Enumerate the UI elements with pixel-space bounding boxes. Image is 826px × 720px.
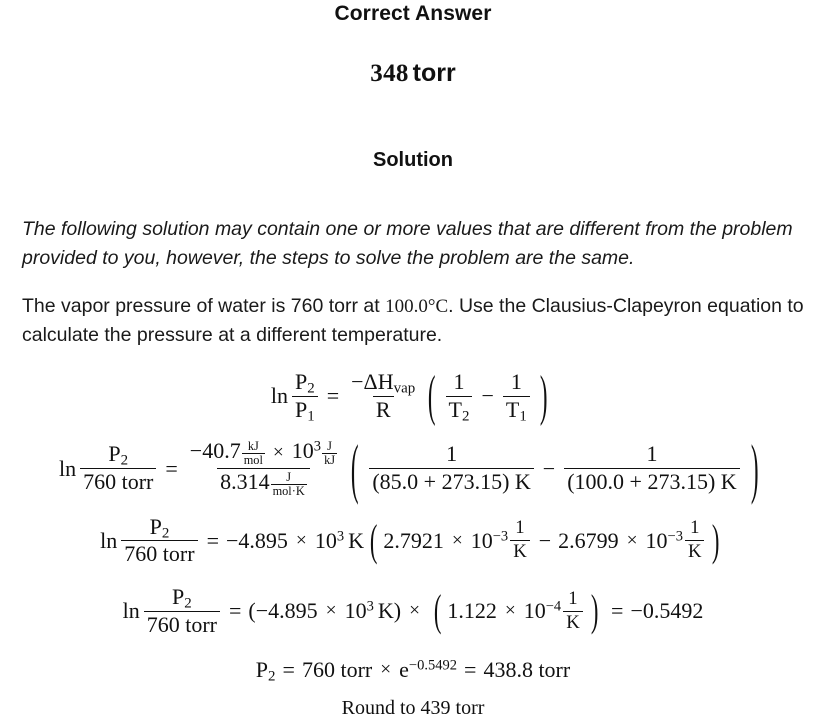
one-numerator-a: 1 <box>453 369 465 394</box>
times-sign-3a: × <box>295 529 307 551</box>
close-paren-4b: ) <box>590 585 599 636</box>
equals-sign-4b: = <box>611 598 624 624</box>
inverse-t2-numeric: 2.7921 <box>383 527 444 553</box>
answer-unit: torr <box>412 59 456 87</box>
kelvin-unit-4: K <box>377 598 394 624</box>
p2-subscript-4: 2 <box>184 595 192 612</box>
enthalpy-numerator-values <box>187 439 340 468</box>
coeff-exp-4: 3 <box>366 598 374 615</box>
coeff-base-4: 10 <box>344 598 367 624</box>
inverse-kelvin-unit-b <box>685 518 705 563</box>
equals-sign-3: = <box>206 527 219 553</box>
pressure-ratio-3 <box>121 515 197 567</box>
t2-subscript: 2 <box>461 407 470 424</box>
delta-h-vap <box>348 370 418 396</box>
final-pressure-value: 438.8 torr <box>483 657 571 683</box>
times-sign-4a: × <box>325 600 337 622</box>
intro-temperature: 100.0°C <box>385 296 449 317</box>
pressure-ratio-1 <box>292 370 318 422</box>
p1-value-2: 760 torr <box>80 468 156 495</box>
open-paren-2: ( <box>350 428 359 506</box>
solution-heading: Solution <box>373 149 453 171</box>
gas-constant-r: R <box>373 396 394 423</box>
t1-expression: (100.0 + 273.15) K <box>564 468 739 495</box>
t2-expression: (85.0 + 273.15) K <box>369 468 533 495</box>
vap-subscript: vap <box>393 380 416 397</box>
inverse-t2-power <box>471 528 508 554</box>
coeff-base-3: 10 <box>314 527 337 553</box>
open-paren-3: ( <box>369 514 378 565</box>
equation-evaluated-terms <box>0 515 826 567</box>
p2-symbol-3: P <box>149 513 162 539</box>
p1-subscript: 1 <box>307 407 315 424</box>
conversion-base: 10 <box>291 438 314 464</box>
enthalpy-over-r-values <box>187 439 340 498</box>
one-numerator-d: 1 <box>646 441 658 467</box>
j-unit-r: J <box>286 469 292 484</box>
open-paren-4: ( <box>248 598 256 624</box>
t1-subscript: 1 <box>519 407 527 424</box>
pressure-ratio-4 <box>144 585 220 637</box>
one-over-k-num-b: 1 <box>690 517 700 539</box>
p2-numerator-4 <box>169 585 195 611</box>
j-per-kj-unit <box>322 440 337 468</box>
solution-disclaimer: The following solution may contain one or more values that are different from the problem provided to you, however, the steps to solve the problem are the same. <box>22 218 793 269</box>
factor-exp-4: −4 <box>545 598 562 615</box>
r-numeric-value: 8.314 <box>220 469 270 494</box>
one-numerator-c: 1 <box>446 441 458 467</box>
inverse-t1-power <box>646 528 683 554</box>
equation-substituted-values <box>0 428 826 506</box>
conversion-exponent: 3 <box>313 438 322 455</box>
e-base: e <box>399 657 409 683</box>
j-unit-conv: J <box>327 438 332 453</box>
equation-final-pressure <box>0 657 826 683</box>
r-value-with-units <box>217 468 310 498</box>
p2-numerator <box>292 370 318 396</box>
times-sign-3b: × <box>451 529 463 551</box>
ln-operator-4: ln <box>122 598 140 624</box>
equals-sign-result: = <box>464 657 477 683</box>
t1-exp-3: −3 <box>667 528 683 545</box>
one-over-k-den-b: K <box>685 540 705 563</box>
coefficient-value-4: −4.895 <box>255 598 318 624</box>
coefficient-value-3: −4.895 <box>225 527 288 553</box>
p2-subscript-final: 2 <box>268 668 276 685</box>
p2-subscript-3: 2 <box>161 525 170 542</box>
t2-base-3: 10 <box>470 527 493 553</box>
p1-value-4: 760 torr <box>144 611 220 638</box>
p2-subscript: 2 <box>307 380 315 397</box>
equation-combined-difference <box>0 585 826 637</box>
j-per-mol-k-unit <box>271 471 307 499</box>
kelvin-unit-3: K <box>348 527 364 553</box>
ln-operator-3: ln <box>100 527 118 553</box>
inverse-kelvin-unit-c <box>563 589 583 634</box>
kj-per-mol-unit <box>242 440 265 468</box>
coeff-exp-3: 3 <box>336 528 345 545</box>
e-exponent: −0.5492 <box>408 657 458 674</box>
inverse-t1-1 <box>503 370 530 422</box>
minus-sign-2: − <box>542 455 556 481</box>
t2-denominator <box>446 396 473 423</box>
equals-sign-2: = <box>165 455 178 481</box>
one-over-k-num-c: 1 <box>568 587 578 609</box>
one-over-k-num-a: 1 <box>515 517 525 539</box>
coefficient-power-4 <box>345 598 374 624</box>
delta-h-value: −40.7 <box>189 438 241 464</box>
intro-text-before: The vapor pressure of water is 760 torr at <box>22 295 386 317</box>
multiply-sign-4: × <box>409 600 420 622</box>
solution-intro <box>0 273 826 350</box>
one-over-k-den-c: K <box>563 611 583 634</box>
mol-k-unit-r: mol·K <box>272 483 305 498</box>
intro-text-after: . Use the Clausius-Clapeyron equation to calculate the pressure at a different temperature. <box>22 295 804 346</box>
equals-sign-1: = <box>326 383 340 409</box>
equation-clausius-clapeyron-general <box>0 362 826 427</box>
p2-symbol-2: P <box>108 441 121 467</box>
enthalpy-over-r <box>348 370 418 422</box>
open-paren-1: ( <box>428 362 436 427</box>
pressure-ratio-2 <box>80 442 156 494</box>
times-sign-4b: × <box>504 600 516 622</box>
inverse-kelvin-unit-a <box>510 518 530 563</box>
correct-answer-heading: Correct Answer <box>334 2 492 25</box>
correct-answer-value <box>0 26 826 88</box>
inverse-t2-1 <box>446 370 473 422</box>
minus-sign-3: − <box>538 527 552 553</box>
t1-base-3: 10 <box>645 527 668 553</box>
close-paren-4: ) <box>393 598 402 624</box>
exponential-term <box>399 657 457 683</box>
one-over-k-den-a: K <box>510 540 530 563</box>
mol-unit: mol <box>243 453 263 468</box>
ln-operator-2: ln <box>58 455 77 481</box>
rounding-statement: Round to 439 torr <box>341 697 485 720</box>
close-paren-3: ) <box>712 514 720 565</box>
inverse-t1-numeric: 2.6799 <box>558 527 619 553</box>
ln-operator-1: ln <box>270 383 288 409</box>
p2-symbol-4: P <box>172 584 185 609</box>
open-paren-4b: ( <box>433 585 442 636</box>
difference-value: 1.122 <box>447 598 497 624</box>
p2-final-symbol <box>256 657 276 683</box>
t2-exp-3: −3 <box>492 528 509 545</box>
difference-power <box>524 598 561 624</box>
answer-number: 348 <box>370 60 409 87</box>
times-sign-final: × <box>380 659 392 681</box>
inverse-t2-values <box>369 442 533 494</box>
p1-value-final: 760 torr <box>301 657 373 683</box>
kj-unit-conv: kJ <box>324 453 336 468</box>
close-paren-2: ) <box>750 428 759 506</box>
one-numerator-b: 1 <box>510 369 522 394</box>
t1-symbol: T <box>505 396 520 422</box>
minus-sign-1: − <box>481 383 494 409</box>
p1-denominator <box>292 396 318 423</box>
inverse-t1-values <box>564 442 739 494</box>
coefficient-power-3 <box>315 528 344 554</box>
p2-symbol: P <box>294 369 308 394</box>
times-sign-2: × <box>272 442 284 464</box>
close-paren-1: ) <box>539 362 548 427</box>
p2-numerator-2 <box>105 442 131 468</box>
times-sign-3c: × <box>626 529 638 551</box>
p1-symbol: P <box>294 396 308 422</box>
kj-unit: kJ <box>247 438 259 453</box>
delta-h-symbol: −ΔH <box>351 369 394 394</box>
t1-denominator <box>503 396 530 423</box>
t2-symbol: T <box>448 396 462 422</box>
equals-sign-final: = <box>282 657 295 683</box>
p2-numerator-3 <box>147 515 173 541</box>
factor-base-4: 10 <box>523 598 546 624</box>
equals-sign-4: = <box>229 598 242 624</box>
p2-symbol-final: P <box>255 657 269 683</box>
ln-result-value: −0.5492 <box>630 598 704 624</box>
p1-value-3: 760 torr <box>121 540 197 567</box>
p2-subscript-2: 2 <box>120 452 129 469</box>
